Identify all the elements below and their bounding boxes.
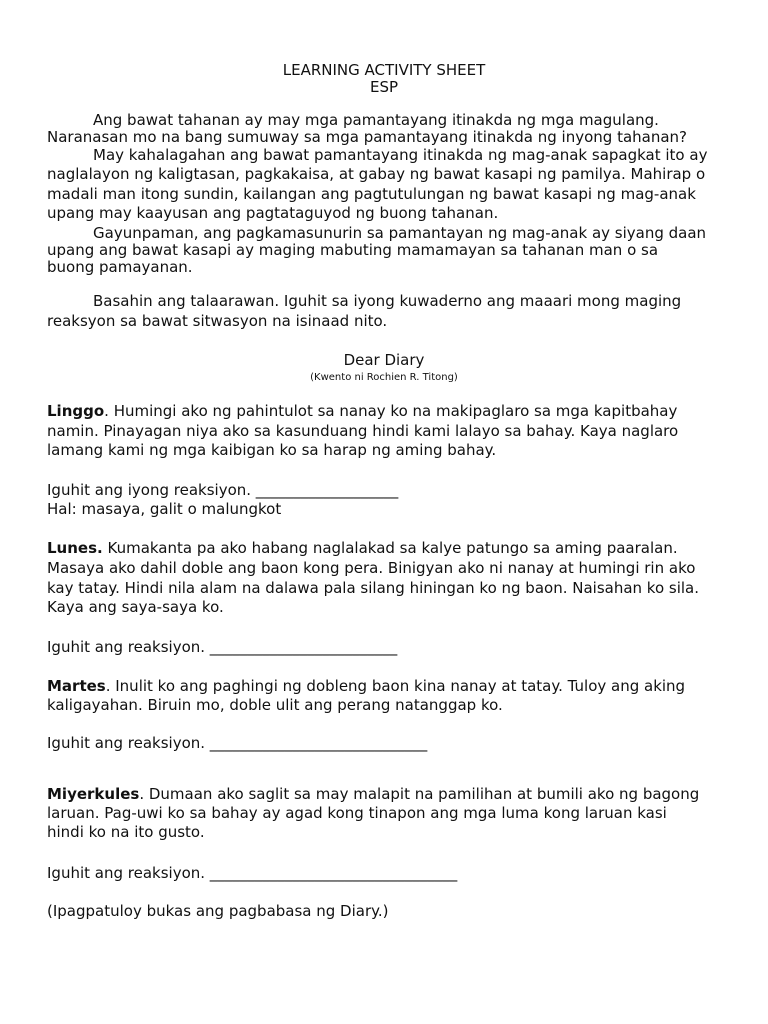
instructions-line-1: Basahin ang talaarawan. Iguhit sa iyong kuwaderno ang maaari mong maging xyxy=(93,292,682,310)
entry-linggo-line-2: namin. Pinayagan niya ako sa kasunduang hindi kami lalayo sa bahay. Kaya naglaro xyxy=(47,422,679,440)
entry-martes-day: Martes xyxy=(47,677,106,695)
entry-linggo-line-1 xyxy=(47,402,677,421)
entry-miyerkules-prompt: Iguhit ang reaksiyon. _________________________________ xyxy=(47,864,458,882)
entry-lunes-line-1 xyxy=(47,539,678,558)
intro-paragraph-3-line-2: upang ang bawat kasapi ay maging mabuting mamamayan sa tahanan man o sa xyxy=(47,241,659,259)
entry-miyerkules-line-3: hindi ko na ito gusto. xyxy=(47,823,205,841)
instructions-line-2: reaksyon sa bawat sitwasyon na isinaad nito. xyxy=(47,312,388,330)
entry-linggo-prompt: Iguhit ang iyong reaksiyon. ___________________ xyxy=(47,481,399,499)
diary-byline: (Kwento ni Rochien R. Titong) xyxy=(310,372,458,383)
intro-paragraph-2-line-1: May kahalagahan ang bawat pamantayang itinakda ng mag-anak sapagkat ito ay xyxy=(93,146,708,164)
entry-lunes-line-4: Kaya ang saya-saya ko. xyxy=(47,598,224,616)
entry-martes-line-1 xyxy=(47,677,685,696)
entry-martes-text: . Inulit ko ang paghingi ng dobleng baon kina nanay at tatay. Tuloy ang aking xyxy=(105,677,686,695)
entry-miyerkules-day: Miyerkules xyxy=(47,785,140,803)
entry-linggo-day: Linggo xyxy=(47,402,105,420)
entry-lunes-day: Lunes. xyxy=(47,539,103,557)
entry-lunes-prompt: Iguhit ang reaksiyon. _________________________ xyxy=(47,638,398,656)
sheet-subject: ESP xyxy=(369,78,399,96)
intro-paragraph-3-line-1: Gayunpaman, ang pagkamasunurin sa pamantayan ng mag-anak ay siyang daan xyxy=(93,224,707,242)
intro-paragraph-2-line-3: madali man itong sundin, kailangan ang pagtutulungan ng bawat kasapi ng mag-anak xyxy=(47,185,696,203)
entry-lunes-line-3: kay tatay. Hindi nila alam na dalawa pala silang hiningan ko ng baon. Naisahan ko sila. xyxy=(47,579,700,597)
sheet-title: LEARNING ACTIVITY SHEET xyxy=(282,61,486,79)
entry-martes-line-2: kaligayahan. Biruin mo, doble ulit ang perang natanggap ko. xyxy=(47,696,503,714)
entry-martes-prompt: Iguhit ang reaksiyon. _____________________________ xyxy=(47,734,428,752)
intro-paragraph-3-line-3: buong pamayanan. xyxy=(47,258,193,276)
entry-linggo-text: . Humingi ako ng pahintulot sa nanay ko na makipaglaro sa mga kapitbahay xyxy=(104,402,678,420)
entry-miyerkules-text: . Dumaan ako saglit sa may malapit na pamilihan at bumili ako ng bagong xyxy=(139,785,700,803)
entry-miyerkules-line-2: laruan. Pag-uwi ko sa bahay ay agad kong tinapon ang mga luma kong laruan kasi xyxy=(47,804,667,822)
closing-note: (Ipagpatuloy bukas ang pagbabasa ng Diary.) xyxy=(47,902,389,920)
diary-title: Dear Diary xyxy=(343,351,425,369)
entry-lunes-line-2: Masaya ako dahil doble ang baon kong pera. Binigyan ako ni nanay at humingi rin ako xyxy=(47,559,696,577)
intro-paragraph-2-line-4: upang may kaayusan ang pagtataguyod ng buong tahanan. xyxy=(47,204,499,222)
intro-paragraph-2-line-2: naglalayon ng kaligtasan, pagkakaisa, at gabay ng bawat kasapi ng pamilya. Mahirap o xyxy=(47,165,706,183)
intro-paragraph-1-line-1: Ang bawat tahanan ay may mga pamantayang itinakda ng mga magulang. xyxy=(93,111,659,129)
entry-linggo-hint: Hal: masaya, galit o malungkot xyxy=(47,500,282,518)
entry-miyerkules-line-1 xyxy=(47,785,699,804)
intro-paragraph-1-line-2: Naranasan mo na bang sumuway sa mga pamantayang itinakda ng inyong tahanan? xyxy=(47,128,688,146)
entry-linggo-line-3: lamang kami ng mga kaibigan ko sa harap ng aming bahay. xyxy=(47,441,497,459)
entry-lunes-text: Kumakanta pa ako habang naglalakad sa kalye patungo sa aming paaralan. xyxy=(102,539,678,557)
